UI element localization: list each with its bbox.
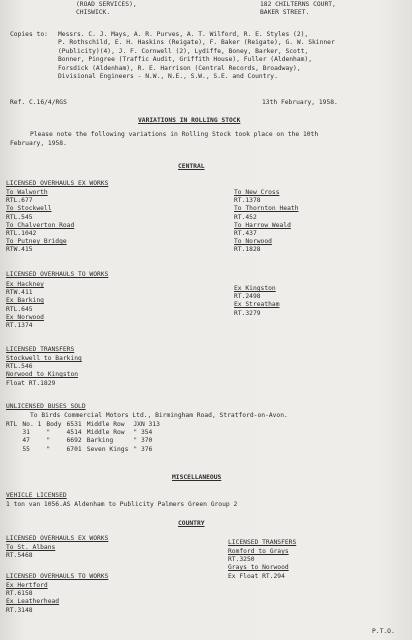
intro-line: Please note the following variations in Rolling Stock took place on the 10th — [30, 131, 319, 138]
depot-label: To Norwood — [234, 238, 272, 246]
transfer-route: Norwood to Kingston — [6, 371, 79, 379]
copies-line: P. Rothschild, E. H. Haskins (Reigate), F. Baker (Reigate), G. W. Skinner — [58, 39, 335, 47]
central-overhauls-to-left — [6, 281, 44, 330]
depot-label: To Thornton Heath — [234, 205, 299, 213]
depot-label: To Harrow Weald — [234, 221, 291, 229]
table-cell: 6531 — [66, 421, 82, 428]
sold-buses-table — [6, 421, 165, 454]
table-cell: 6692 — [66, 437, 82, 445]
table-cell: JXN 313 — [133, 421, 160, 428]
table-cell: " 370 — [133, 437, 153, 445]
table-cell: 31 — [22, 429, 30, 437]
vehicle-number: RTW.411 — [6, 289, 33, 297]
document-date: 13th February, 1958. — [262, 99, 338, 106]
vehicle-number: RT.3148 — [6, 606, 33, 614]
central-heading: CENTRAL — [178, 163, 205, 170]
table-cell: Barking — [86, 437, 114, 445]
unlicensed-heading: UNLICENSED BUSES SOLD — [6, 403, 86, 410]
header-right-line: 182 CHILTERNS COURT, — [260, 1, 336, 8]
country-transfers — [228, 548, 289, 581]
depot-label: Ex Norwood — [6, 313, 44, 321]
table-row — [6, 421, 165, 429]
table-cell: Middle Row — [86, 429, 125, 437]
copies-list — [58, 31, 408, 81]
depot-label: Ex Barking — [6, 297, 44, 305]
copies-line: Forsdick (Aldenham), R. E. Harrison (Central Records, Broadway), — [58, 64, 301, 72]
page-turn-note: P.T.O. — [372, 628, 395, 635]
central-overhauls-ex-right — [234, 189, 298, 255]
table-cell: " — [46, 437, 51, 445]
central-overhauls-to-right — [234, 285, 280, 318]
vehicle-number: RTL.1042 — [6, 230, 37, 238]
depot-label: To St. Albans — [6, 544, 56, 551]
copies-label: Copies to: — [10, 31, 48, 38]
header-left-line: (ROAD SERVICES), — [76, 1, 137, 8]
table-cell: 55 — [22, 445, 30, 453]
central-transfers — [6, 355, 82, 388]
table-cell: RTL — [6, 421, 18, 428]
country-overhauls-to-heading: LICENSED OVERHAULS TO WORKS — [6, 573, 109, 580]
table-cell: " — [46, 445, 51, 453]
depot-label: To Putney Bridge — [6, 238, 67, 246]
depot-label: Ex Leatherhead — [6, 598, 60, 606]
transfer-route: Romford to Grays — [228, 548, 289, 555]
vehicle-number: RT.5468 — [6, 552, 33, 560]
country-overhauls-ex — [6, 544, 55, 560]
vehicle-number: RTL.677 — [6, 197, 33, 205]
transfer-route: Stockwell to Barking — [6, 355, 82, 362]
vehicle-number: RT.6158 — [6, 590, 33, 598]
vehicle-licensed-heading: VEHICLE LICENSED — [6, 492, 67, 499]
table-cell: " 354 — [133, 429, 153, 437]
vehicle-number: RT.1828 — [234, 246, 261, 254]
table-cell: " 376 — [133, 445, 153, 453]
vehicle-number: RT.2498 — [234, 293, 261, 301]
depot-label: Ex Hackney — [6, 281, 44, 288]
central-transfers-heading: LICENSED TRANSFERS — [6, 346, 75, 353]
table-cell: 47 — [22, 437, 30, 445]
table-cell: " — [46, 429, 51, 437]
header-right — [260, 1, 336, 17]
table-cell: 6701 — [66, 445, 82, 453]
depot-label: Ex Hertford — [6, 582, 48, 589]
document-title: VARIATIONS IN ROLLING STOCK — [138, 117, 241, 124]
depot-label: Ex Kingston — [234, 285, 276, 292]
depot-label: To Walworth — [6, 189, 48, 196]
copies-line: Divisional Engineers - N.W., N.E., S.W., S.E. and Country. — [58, 73, 278, 81]
central-overhauls-ex-heading: LICENSED OVERHAULS EX WORKS — [6, 180, 109, 187]
depot-label: To Stockwell — [6, 205, 52, 213]
country-overhauls-to — [6, 582, 59, 615]
central-overhauls-to-heading: LICENSED OVERHAULS TO WORKS — [6, 271, 109, 278]
vehicle-number: RTL.546 — [6, 363, 33, 371]
depot-label: Ex Streatham — [234, 301, 280, 309]
copies-line: Bonner, Pingree (Traffic Audit, Griffith House), Fuller (Aldenham), — [58, 56, 313, 64]
vehicle-number: RT.1374 — [6, 322, 33, 330]
vehicle-number: RTL.545 — [6, 213, 33, 221]
header-left — [76, 1, 137, 17]
table-cell — [6, 429, 22, 437]
copies-line: (Publicity)(4), J. F. Cornwell (2), Lydiffe, Boney, Barker, Scott, — [58, 47, 309, 55]
vehicle-number: RT.3250 — [228, 556, 255, 564]
reference: Ref. C.16/4/RGS — [10, 99, 67, 106]
vehicle-number: RT.437 — [234, 230, 257, 238]
table-row — [6, 437, 165, 445]
table-cell — [6, 446, 22, 454]
depot-label: To New Cross — [234, 189, 280, 196]
intro-line: February, 1958. — [10, 140, 67, 147]
vehicle-number: Float RT.1829 — [6, 379, 56, 387]
unlicensed-buyer: To Birds Commercial Motors Ltd., Birmingham Road, Stratford-on-Avon. — [30, 412, 288, 419]
table-cell — [6, 437, 22, 445]
vehicle-number: RT.1378 — [234, 197, 261, 205]
country-heading: COUNTRY — [178, 520, 205, 527]
vehicle-number: RT.452 — [234, 213, 257, 221]
central-overhauls-ex-left — [6, 189, 74, 255]
header-left-line: CHISWICK. — [76, 9, 111, 17]
misc-heading: MISCELLANEOUS — [172, 474, 222, 481]
copies-line: Messrs. C. J. Mays, A. R. Purves, A. T. Wilford, R. E. Styles (2), — [58, 31, 309, 38]
vehicle-number: RT.3279 — [234, 309, 261, 317]
table-row — [6, 429, 165, 437]
table-cell: 4514 — [66, 429, 82, 437]
header-right-line: BAKER STREET. — [260, 9, 310, 17]
vehicle-licensed-line: 1 ton van 1056.AS Aldenham to Publicity Palmers Green Group 2 — [6, 501, 238, 508]
table-cell: Middle Row — [86, 421, 125, 428]
vehicle-number: Ex Float RT.294 — [228, 572, 285, 580]
vehicle-number: RTL.645 — [6, 305, 33, 313]
table-cell: Body — [46, 421, 62, 428]
country-overhauls-ex-heading: LICENSED OVERHAULS EX WORKS — [6, 535, 109, 542]
transfer-route: Grays to Norwood — [228, 564, 289, 572]
table-cell: Seven Kings — [86, 445, 129, 453]
table-row — [6, 446, 165, 454]
country-transfers-heading: LICENSED TRANSFERS — [228, 539, 297, 546]
vehicle-number: RTW.415 — [6, 246, 33, 254]
depot-label: To Chalverton Road — [6, 221, 75, 229]
table-cell: No. 1 — [22, 421, 42, 428]
